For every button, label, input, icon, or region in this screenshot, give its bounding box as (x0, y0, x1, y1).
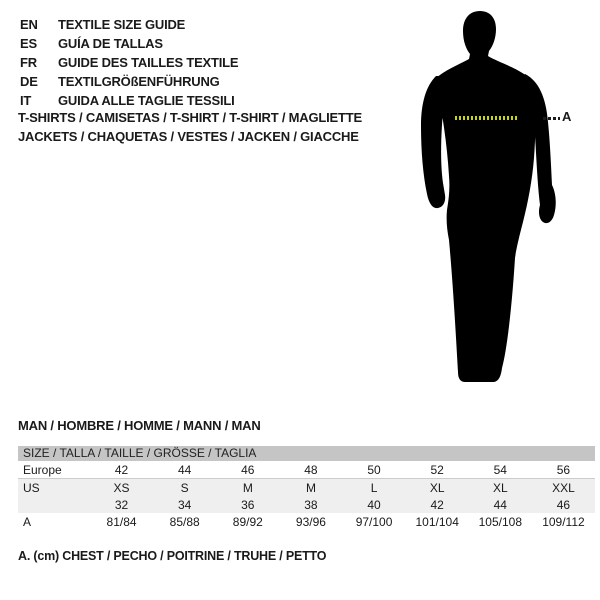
size-table-cell: 81/84 (106, 514, 137, 529)
language-code: DE (20, 74, 38, 89)
size-table-cell: 85/88 (169, 514, 200, 529)
category-line-jackets: JACKETS / CHAQUETAS / VESTES / JACKEN / GIACCHE (18, 129, 359, 144)
language-guide (20, 15, 238, 110)
size-table-cell: 42 (114, 462, 129, 477)
size-table-cell: 52 (430, 462, 444, 477)
size-table-cell: 101/104 (415, 514, 459, 529)
size-table-cell: 46 (556, 497, 571, 512)
measurement-footnote: A. (cm) CHEST / PECHO / POITRINE / TRUHE / PETTO (18, 549, 327, 563)
size-table-cell: 42 (430, 497, 444, 512)
size-table-header: SIZE / TALLA / TAILLE / GRÖSSE / TAGLIA (18, 446, 595, 461)
guide-title: TEXTILE SIZE GUIDE (58, 17, 186, 32)
size-table-cell: 54 (493, 462, 507, 477)
language-code: IT (20, 93, 32, 108)
size-table (18, 446, 595, 530)
size-table-cell: L (370, 480, 378, 495)
size-table-cell: 97/100 (355, 514, 393, 529)
measure-label-a: A (562, 109, 572, 124)
size-table-row (18, 461, 595, 479)
size-table-cell: 36 (241, 497, 255, 512)
man-left-arm-shape (421, 76, 447, 208)
size-table-cell: M (242, 480, 253, 495)
size-table-cell: 93/96 (295, 514, 326, 529)
size-table-cell: 44 (493, 497, 507, 512)
language-guide-row (20, 53, 238, 72)
size-table-cell: 48 (304, 462, 318, 477)
size-table-cell: 40 (367, 497, 381, 512)
man-body-shape (435, 11, 535, 382)
size-table-row (18, 479, 595, 496)
size-table-row-label: US (23, 480, 40, 495)
language-code: ES (20, 36, 37, 51)
language-code: EN (20, 17, 38, 32)
guide-title: GUIDA ALLE TAGLIE TESSILI (58, 93, 235, 108)
chest-measure-dashed-line (455, 116, 517, 120)
size-table-row (18, 496, 595, 513)
language-guide-row (20, 72, 238, 91)
language-guide-row (20, 15, 238, 34)
category-line-tshirts: T-SHIRTS / CAMISETAS / T-SHIRT / T-SHIRT / MAGLIETTE (18, 110, 362, 125)
size-table-cell: XXL (552, 480, 575, 495)
size-table-rows (18, 461, 595, 530)
language-code: FR (20, 55, 37, 70)
size-table-cell: 109/112 (542, 514, 585, 529)
man-silhouette (402, 6, 570, 390)
size-table-cell: 32 (114, 497, 129, 512)
size-table-cell: 44 (178, 462, 192, 477)
size-table-row-label: Europe (23, 462, 62, 477)
size-table-cell: 34 (178, 497, 192, 512)
section-heading-man: MAN / HOMBRE / HOMME / MANN / MAN (18, 418, 261, 433)
size-table-cell: XL (492, 480, 508, 495)
guide-title: GUÍA DE TALLAS (58, 36, 163, 51)
guide-title: TEXTILGRÖßENFÜHRUNG (58, 74, 220, 89)
language-guide-row (20, 34, 238, 53)
size-table-cell: 50 (367, 462, 381, 477)
size-table-cell: 46 (241, 462, 255, 477)
size-table-cell: 89/92 (232, 514, 263, 529)
size-table-row (18, 513, 595, 530)
size-table-cell: 56 (556, 462, 571, 477)
size-table-cell: XS (113, 480, 130, 495)
size-table-cell: 105/108 (478, 514, 522, 529)
chest-measure-callout-line (543, 117, 560, 120)
size-table-cell: 38 (304, 497, 318, 512)
guide-title: GUIDE DES TAILLES TEXTILE (58, 55, 239, 70)
size-table-cell: M (305, 480, 316, 495)
category-headings (18, 108, 362, 146)
size-table-cell: S (180, 480, 189, 495)
size-table-row-label: A (23, 514, 32, 529)
size-table-cell: XL (429, 480, 445, 495)
